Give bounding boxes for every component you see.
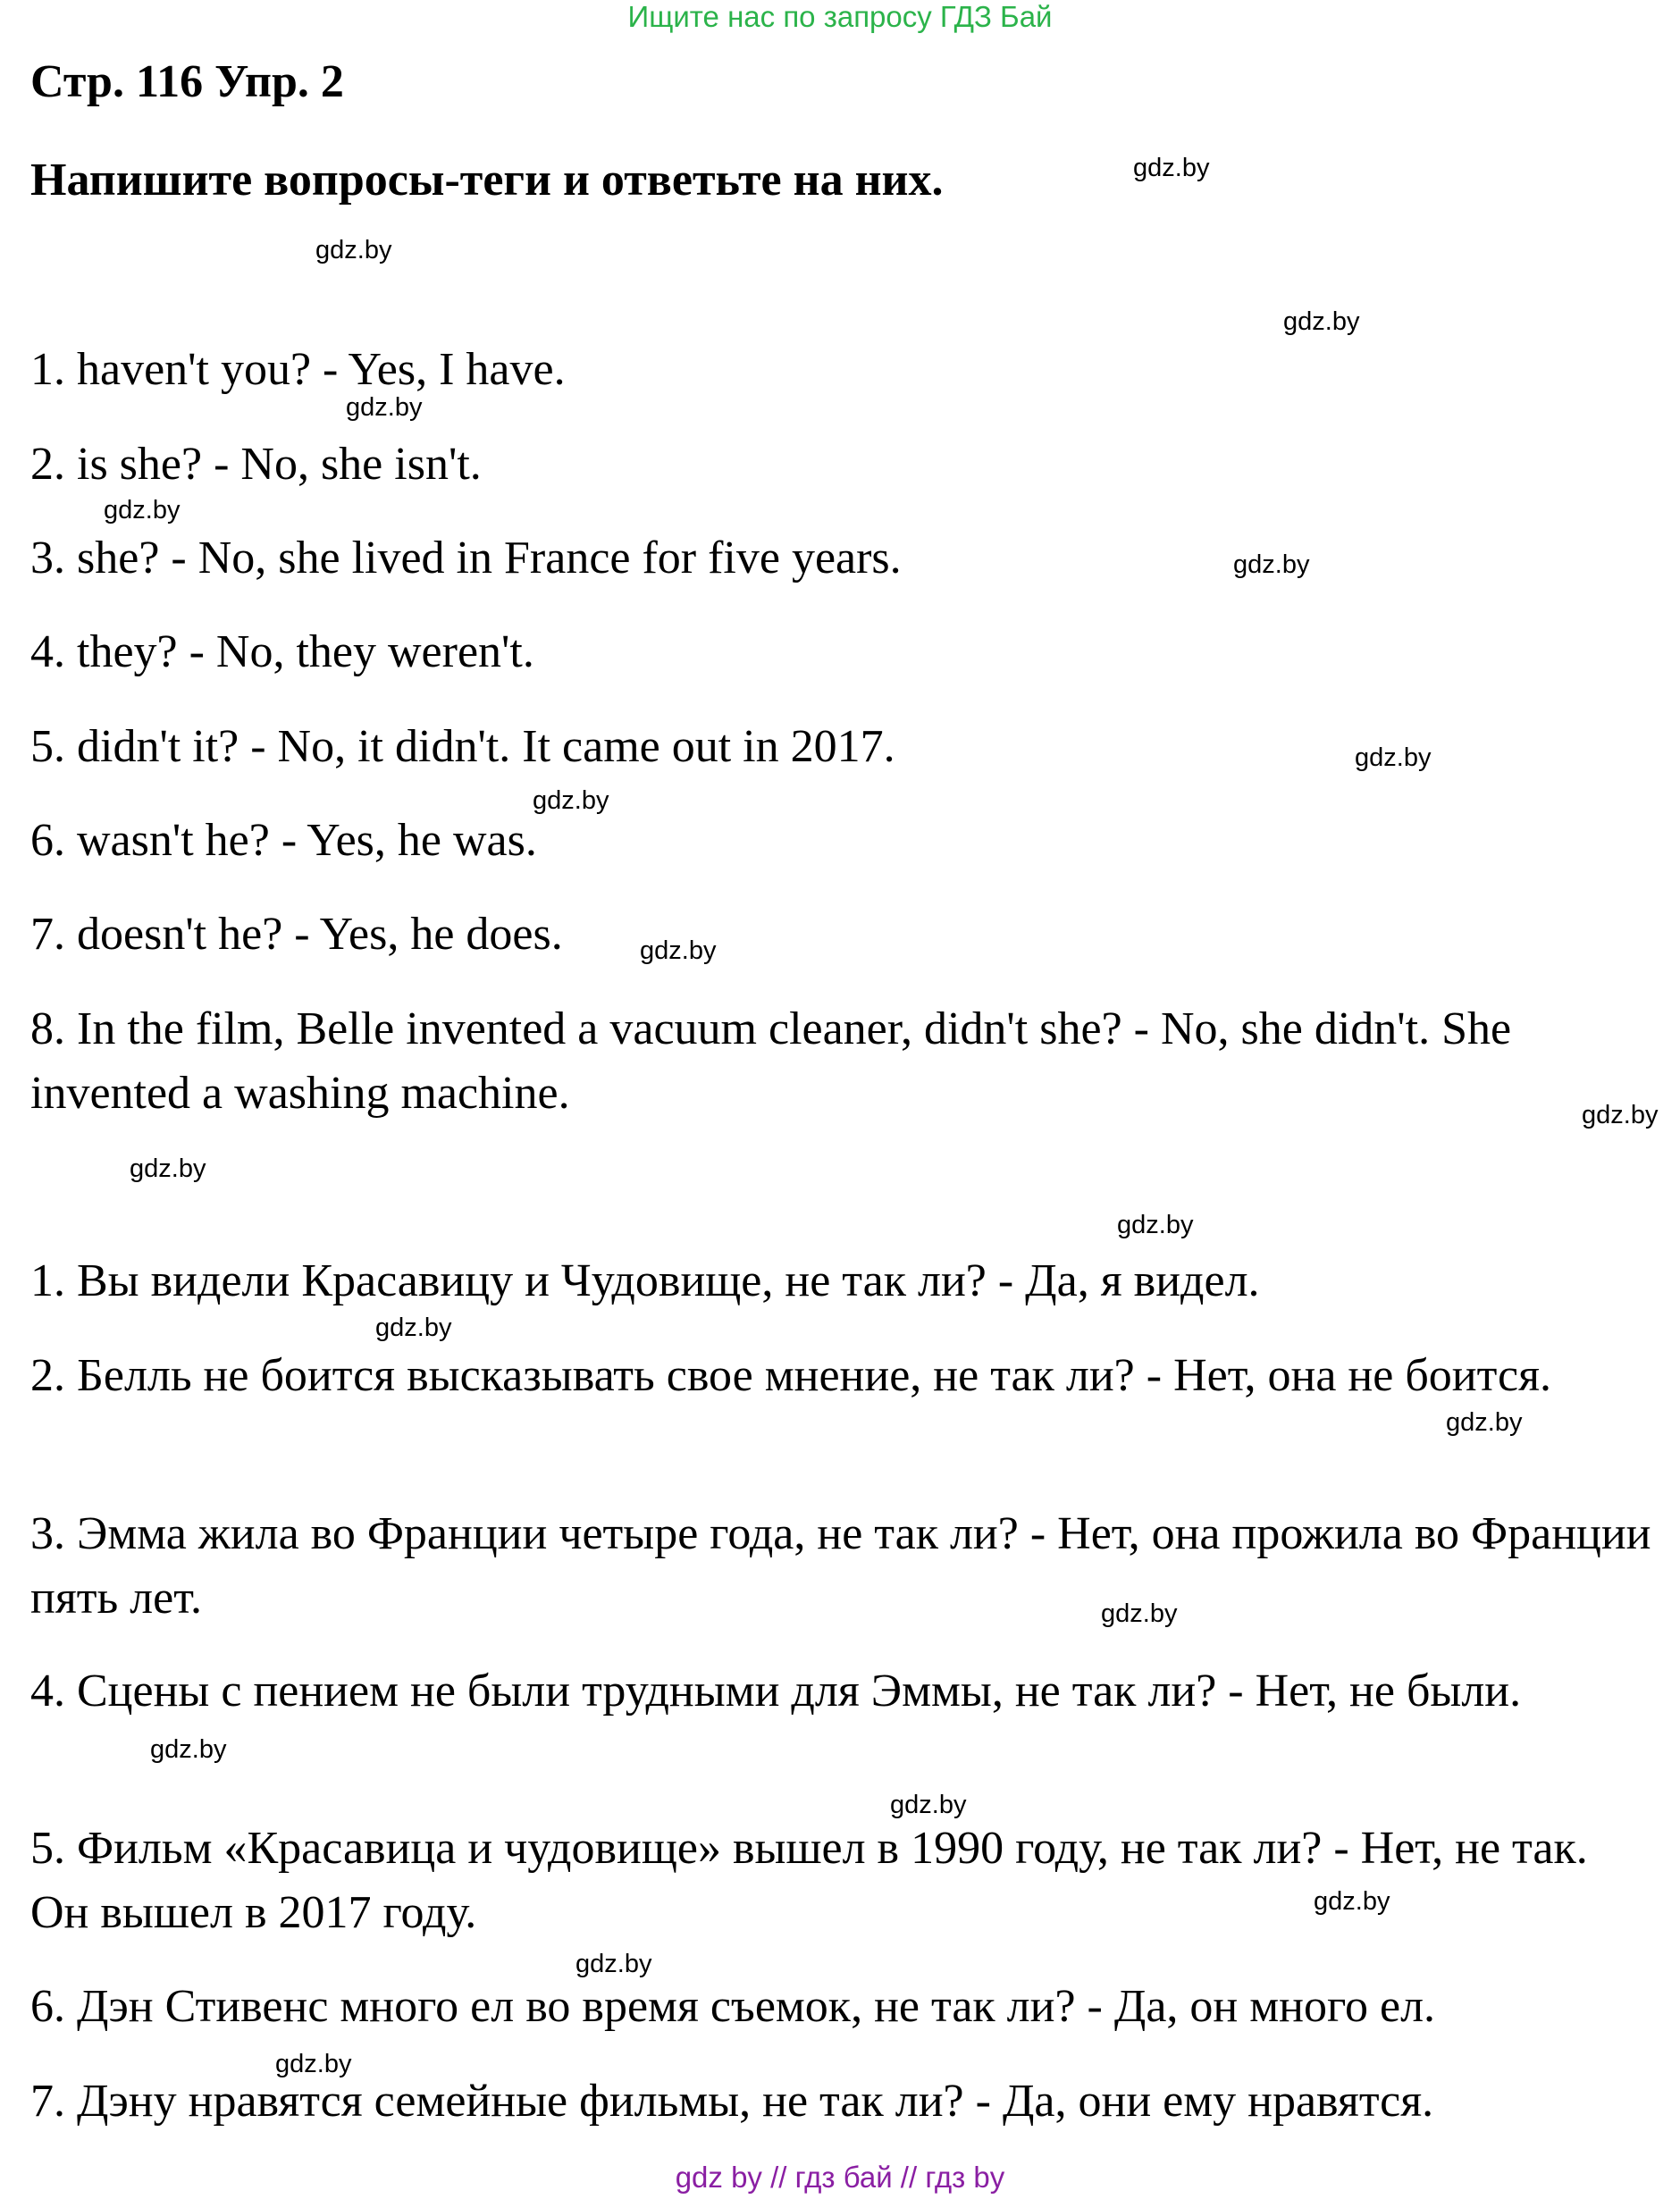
page-title: Стр. 116 Упр. 2 — [30, 56, 344, 107]
watermark: gdz.by — [150, 1735, 227, 1764]
watermark: gdz.by — [346, 393, 423, 422]
english-answer-3: 3. she? - No, she lived in France for five years. — [30, 533, 902, 583]
russian-translation-3: 3. Эмма жила во Франции четыре года, не так ли? - Нет, она прожила во Франции пять лет. — [30, 1508, 1663, 1624]
english-answer-1: 1. haven't you? - Yes, I have. — [30, 344, 566, 395]
english-answer-7: 7. doesn't he? - Yes, he does. — [30, 909, 563, 960]
english-answer-6: 6. wasn't he? - Yes, he was. — [30, 815, 537, 866]
watermark: gdz.by — [575, 1950, 652, 1978]
russian-translation-5: 5. Фильм «Красавица и чудовище» вышел в 1990 году, не так ли? - Нет, не так. Он вышел в 2017 году. — [30, 1823, 1600, 1938]
english-answer-4: 4. they? - No, they weren't. — [30, 626, 534, 677]
watermark: gdz.by — [1283, 307, 1360, 336]
watermark: gdz.by — [533, 786, 609, 815]
russian-translation-4: 4. Сцены с пением не были трудными для Эммы, не так ли? - Нет, не были. — [30, 1666, 1522, 1716]
watermark: gdz.by — [315, 236, 392, 264]
russian-translation-7: 7. Дэну нравятся семейные фильмы, не так ли? - Да, они ему нравятся. — [30, 2076, 1434, 2127]
russian-translation-2: 2. Белль не боится высказывать свое мнение, не так ли? - Нет, она не боится. — [30, 1350, 1551, 1401]
english-answer-2: 2. is she? - No, she isn't. — [30, 439, 482, 490]
watermark: gdz.by — [1233, 550, 1310, 579]
watermark: gdz.by — [275, 2050, 352, 2078]
exercise-instruction: Напишите вопросы-теги и ответьте на них. — [30, 155, 944, 206]
watermark: gdz.by — [130, 1154, 206, 1183]
watermark: gdz.by — [1133, 154, 1210, 182]
watermark: gdz.by — [1117, 1211, 1194, 1239]
russian-translation-1: 1. Вы видели Красавицу и Чудовище, не так ли? - Да, я видел. — [30, 1255, 1260, 1306]
watermark: gdz.by — [1314, 1887, 1390, 1916]
watermark: gdz.by — [890, 1791, 967, 1819]
watermark: gdz.by — [1355, 743, 1432, 772]
english-answer-5: 5. didn't it? - No, it didn't. It came out in 2017. — [30, 721, 895, 772]
english-answer-8: 8. In the film, Belle invented a vacuum cleaner, didn't she? - No, she didn't. She invented a washing machine. — [30, 1003, 1524, 1119]
russian-translation-6: 6. Дэн Стивенс много ел во время съемок, не так ли? - Да, он много ел. — [30, 1981, 1436, 2032]
watermark: gdz.by — [640, 936, 717, 965]
watermark: gdz.by — [104, 496, 181, 525]
watermark: gdz.by — [1446, 1408, 1523, 1437]
top-banner: Ищите нас по запросу ГДЗ Бай — [627, 0, 1053, 33]
watermark: gdz.by — [1582, 1101, 1659, 1129]
footer-links: gdz by // гдз бай // гдз by — [675, 2161, 1005, 2194]
watermark: gdz.by — [1101, 1599, 1178, 1628]
watermark: gdz.by — [375, 1314, 452, 1342]
